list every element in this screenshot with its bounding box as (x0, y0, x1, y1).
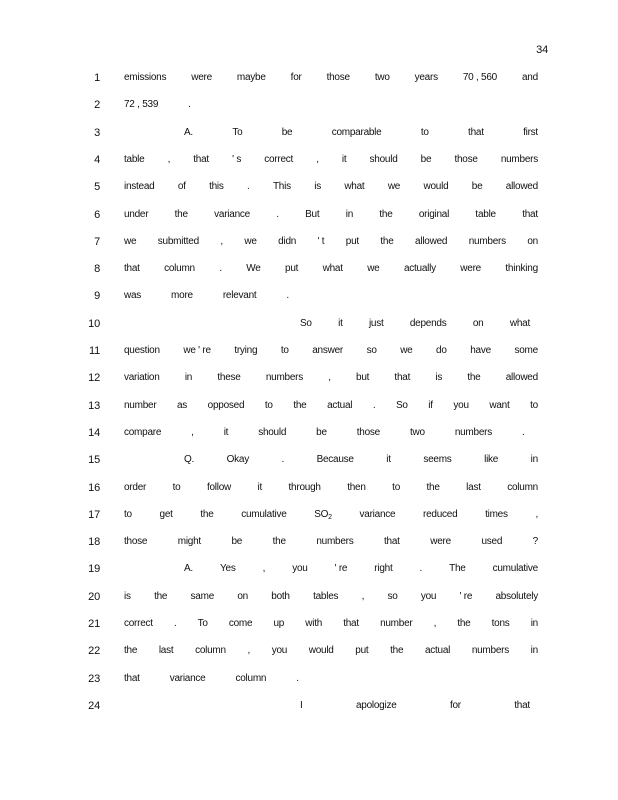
line-word: same (190, 590, 214, 602)
line-word: . (219, 263, 222, 275)
line-word: order (124, 481, 147, 493)
line-word: used (481, 536, 503, 548)
line-word: more (171, 290, 193, 302)
line-word: I (300, 699, 303, 711)
line-word: the (467, 372, 481, 384)
line-word: with (305, 618, 323, 629)
line-word: for (290, 72, 302, 83)
line-word: tons (491, 618, 510, 629)
line-word: is (314, 181, 321, 193)
line-word: under (124, 208, 149, 220)
line-word: The (449, 563, 466, 575)
line-word: some (514, 345, 538, 356)
line-number: 14 (88, 426, 100, 439)
line-number: 13 (88, 399, 100, 412)
line-word: the (272, 536, 286, 548)
line-word: first (523, 126, 538, 138)
line-word: the (154, 590, 168, 602)
line-word: put (345, 235, 359, 247)
line-number: 23 (88, 672, 100, 685)
line-word: on (237, 590, 248, 602)
line-number: 21 (88, 618, 100, 630)
line-word: , (247, 645, 251, 657)
line-word: , (433, 618, 437, 629)
line-number: 7 (94, 235, 100, 248)
line-word: numbers (316, 536, 354, 548)
line-text (124, 154, 538, 165)
line-word: table (475, 208, 496, 220)
line-word: would (423, 181, 449, 193)
line-word: these (217, 372, 241, 384)
line-word: be (281, 126, 293, 138)
transcript-line (0, 482, 618, 498)
subscript: 2 (328, 513, 332, 521)
line-word: like (484, 454, 499, 466)
line-number: 5 (94, 181, 100, 194)
transcript-line (0, 372, 618, 388)
line-word: actually (403, 263, 436, 275)
line-text (124, 99, 221, 110)
line-word: ' t (317, 235, 325, 247)
line-word: variance (214, 208, 250, 220)
transcript-line (0, 99, 618, 115)
line-word: trying (234, 345, 258, 356)
line-word: ? (532, 536, 538, 548)
line-word: up (273, 618, 285, 629)
line-text (124, 673, 329, 684)
line-word: if (428, 399, 433, 411)
line-word: in (184, 372, 193, 384)
line-word: to (280, 345, 289, 356)
line-word: to (124, 508, 132, 520)
line-word: then (347, 481, 366, 493)
line-word: we (387, 181, 401, 193)
line-word: in (345, 208, 354, 220)
line-word: So (395, 399, 408, 411)
line-word: Q. (184, 454, 195, 466)
transcript-line (0, 181, 618, 197)
line-word: the (457, 618, 471, 629)
line-word: We (246, 263, 261, 275)
line-word: the (174, 208, 188, 220)
line-word: those (124, 536, 148, 548)
line-word: cumulative (492, 563, 538, 575)
line-word: is (435, 372, 443, 384)
line-word: we (367, 263, 380, 275)
line-word: that (124, 672, 140, 684)
transcript-line (0, 345, 618, 361)
line-text (184, 454, 538, 465)
line-word: A. (184, 563, 193, 575)
line-word: in (530, 645, 538, 657)
line-word: column (195, 645, 226, 657)
line-text (300, 318, 530, 329)
line-number: 12 (88, 372, 100, 385)
line-word: . (276, 208, 279, 220)
line-word: reduced (423, 508, 458, 520)
line-word: instead (124, 181, 155, 193)
transcript-line (0, 563, 618, 579)
line-word: both (271, 590, 290, 602)
line-word: But (305, 208, 320, 220)
transcript-line (0, 263, 618, 279)
line-text (124, 591, 538, 602)
line-word: . (296, 672, 299, 684)
line-word: just (368, 317, 384, 329)
line-word: be (316, 426, 327, 438)
line-word: A. (184, 126, 193, 138)
line-word: . (281, 454, 285, 466)
line-word: to (172, 481, 181, 493)
line-word: the (124, 645, 138, 657)
line-word: column (235, 672, 267, 684)
line-word: apologize (355, 699, 397, 711)
transcript-line (0, 454, 618, 470)
line-number: 17 (88, 508, 100, 521)
line-word: come (228, 618, 253, 629)
line-word: column (164, 263, 195, 275)
line-number: 3 (94, 126, 100, 139)
line-word: table (124, 153, 145, 165)
line-word: . (419, 563, 423, 575)
line-word: Yes (220, 563, 236, 575)
line-number: 19 (88, 563, 100, 576)
line-word: the (200, 508, 214, 520)
line-word: column (507, 481, 538, 493)
line-word: number (124, 399, 157, 411)
line-word: we ' re (183, 345, 211, 356)
line-word: . (372, 399, 376, 411)
line-word: were (460, 263, 481, 275)
line-word: , (191, 426, 194, 438)
line-word: get (159, 508, 173, 520)
line-word: submitted (157, 235, 199, 247)
line-word: on (472, 317, 484, 329)
line-text (124, 536, 538, 547)
line-word: be (231, 536, 243, 548)
line-word: be (471, 181, 483, 193)
line-text (124, 618, 538, 629)
line-word: were (191, 72, 212, 83)
line-word: it (338, 317, 343, 329)
transcript-line (0, 209, 618, 225)
transcript-line (0, 591, 618, 607)
line-word: relevant (222, 290, 257, 302)
line-word: Okay (226, 454, 249, 466)
line-word: Because (316, 454, 354, 466)
line-word: that (522, 208, 538, 220)
transcript-line (0, 673, 618, 689)
line-word: put (285, 263, 299, 275)
transcript-line (0, 427, 618, 443)
line-word: that (343, 618, 359, 629)
line-word: put (355, 645, 369, 657)
line-word: that (468, 126, 484, 138)
line-word: to (264, 399, 273, 411)
line-word: two (374, 72, 390, 83)
line-word: you (292, 563, 308, 575)
line-word: seems (423, 454, 452, 466)
line-text (124, 509, 538, 520)
line-word: . (521, 426, 525, 438)
line-number: 2 (94, 99, 100, 112)
line-number: 8 (94, 263, 100, 276)
line-word: . (286, 290, 289, 302)
transcript-line (0, 318, 618, 334)
line-text (124, 263, 538, 274)
line-word: should (369, 153, 398, 165)
line-word: we (400, 345, 413, 356)
line-text (124, 645, 538, 656)
line-number: 9 (94, 290, 100, 303)
line-word: years (414, 72, 438, 83)
transcript-line (0, 618, 618, 634)
line-word: to (530, 399, 538, 411)
line-word: variance (169, 672, 206, 684)
transcript-line (0, 400, 618, 416)
line-word: that (394, 372, 411, 384)
line-number: 18 (88, 536, 100, 549)
transcript-line (0, 536, 618, 552)
line-word: . (247, 181, 250, 193)
line-word: 70 , 560 (462, 72, 497, 83)
line-word: didn (278, 235, 297, 247)
transcript-line (0, 154, 618, 170)
line-word: that (384, 536, 400, 548)
line-word: in (530, 618, 538, 629)
line-number: 11 (88, 345, 100, 357)
line-word: numbers (500, 153, 538, 165)
line-word: have (470, 345, 491, 356)
line-number: 20 (88, 590, 100, 603)
line-word: might (177, 536, 201, 548)
line-word: it (223, 426, 229, 438)
transcript-line (0, 72, 618, 88)
page-number: 34 (536, 44, 548, 56)
line-word: cumulative (241, 508, 287, 520)
line-word: should (258, 426, 287, 438)
line-word: , (262, 563, 266, 575)
line-word: were (430, 536, 451, 548)
line-word: was (124, 290, 142, 302)
line-number: 6 (94, 208, 100, 221)
line-word: , (535, 508, 538, 520)
line-word: , (167, 153, 171, 165)
line-word: you (453, 399, 469, 411)
line-word: right (374, 563, 393, 575)
line-word: of (177, 181, 186, 193)
line-word: numbers (468, 235, 506, 247)
line-word: To (197, 618, 208, 629)
line-word: the (379, 208, 393, 220)
line-word: on (527, 235, 538, 247)
line-word: depends (409, 317, 447, 329)
transcript-line (0, 700, 618, 716)
line-word: the (380, 235, 394, 247)
line-text (124, 72, 538, 83)
transcript-line (0, 509, 618, 525)
line-word: it (341, 153, 347, 165)
line-word: variance (359, 508, 396, 520)
line-text (124, 209, 538, 220)
line-word: two (410, 426, 425, 438)
line-word: those (454, 153, 478, 165)
line-word: through (288, 481, 321, 493)
line-word: original (418, 208, 450, 220)
line-text (124, 236, 538, 247)
line-word: absolutely (495, 590, 538, 602)
line-number: 24 (88, 699, 100, 712)
line-number: 10 (88, 317, 100, 330)
line-word: what (344, 181, 365, 193)
line-word: so (387, 590, 398, 602)
line-word: allowed (415, 235, 448, 247)
line-word: compare (124, 426, 162, 438)
line-word: opposed (207, 399, 245, 411)
line-word: for (449, 699, 461, 711)
line-text (124, 482, 538, 493)
line-word: 72 , 539 (124, 99, 159, 111)
line-word: the (390, 645, 404, 657)
line-text (124, 290, 319, 301)
transcript-line (0, 127, 618, 143)
line-word: $SO_2$ (314, 508, 332, 521)
line-word: is (124, 590, 131, 602)
line-word: you (271, 645, 288, 657)
line-word: that (193, 153, 209, 165)
line-word: actual (424, 645, 451, 657)
line-word: emissions (124, 72, 167, 83)
line-word: allowed (505, 372, 538, 384)
line-word: last (466, 481, 481, 493)
line-word: that (514, 699, 530, 711)
line-word: comparable (331, 126, 382, 138)
line-word: in (530, 454, 538, 466)
line-word: question (124, 345, 160, 356)
line-word: . (173, 618, 177, 629)
line-word: that (124, 263, 140, 275)
line-word: so (366, 345, 377, 356)
line-word: , (328, 372, 331, 384)
line-word: , (220, 235, 223, 247)
line-word: correct (124, 618, 153, 629)
transcript-line (0, 236, 618, 252)
line-word: times (485, 508, 508, 520)
line-word: do (436, 345, 447, 356)
line-word: as (177, 399, 188, 411)
line-text (124, 181, 538, 192)
line-word: what (509, 317, 530, 329)
line-word: correct (264, 153, 294, 165)
line-word: , (361, 590, 365, 602)
line-number: 22 (88, 645, 100, 658)
line-text (184, 563, 538, 574)
line-word: and (521, 72, 538, 83)
line-number: 16 (88, 481, 100, 494)
line-word: to (392, 481, 401, 493)
line-word: ' re (459, 590, 473, 602)
line-word: thinking (505, 263, 538, 275)
line-word: answer (312, 345, 343, 356)
line-word: To (232, 126, 243, 138)
line-word: numbers (454, 426, 492, 438)
line-word: to (420, 126, 429, 138)
line-word: ' s (232, 153, 242, 165)
line-word: it (386, 454, 391, 466)
line-word: the (293, 399, 307, 411)
line-word: This (272, 181, 291, 193)
line-word: the (426, 481, 440, 493)
line-word: what (322, 263, 343, 275)
line-word: actual (327, 399, 353, 411)
transcript-line (0, 645, 618, 661)
line-word: you (420, 590, 437, 602)
transcript-line (0, 290, 618, 306)
line-text (124, 372, 538, 383)
line-word: number (380, 618, 413, 629)
line-text (124, 400, 538, 411)
line-word: those (356, 426, 380, 438)
line-word: want (489, 399, 510, 411)
line-word: tables (313, 590, 339, 602)
line-word: it (257, 481, 263, 493)
line-word: So (300, 317, 312, 329)
line-word: numbers (471, 645, 509, 657)
line-text (300, 700, 530, 711)
line-text (184, 127, 538, 138)
line-number: 15 (88, 454, 100, 467)
line-word: would (308, 645, 334, 657)
line-text (124, 345, 538, 356)
line-word: this (209, 181, 224, 193)
line-word: but (356, 372, 370, 384)
line-word: allowed (505, 181, 538, 193)
line-number: 1 (94, 72, 100, 84)
line-number: 4 (94, 153, 100, 166)
line-text (124, 427, 555, 438)
line-word: be (420, 153, 432, 165)
line-word: last (158, 645, 174, 657)
line-word: we (124, 235, 137, 247)
line-word: . (188, 99, 191, 111)
line-word: ' re (334, 563, 348, 575)
line-word: numbers (265, 372, 303, 384)
line-word: variation (124, 372, 160, 384)
line-word: maybe (236, 72, 266, 83)
line-word: we (244, 235, 257, 247)
line-word: , (316, 153, 319, 165)
line-word: those (326, 72, 350, 83)
line-word: follow (206, 481, 232, 493)
